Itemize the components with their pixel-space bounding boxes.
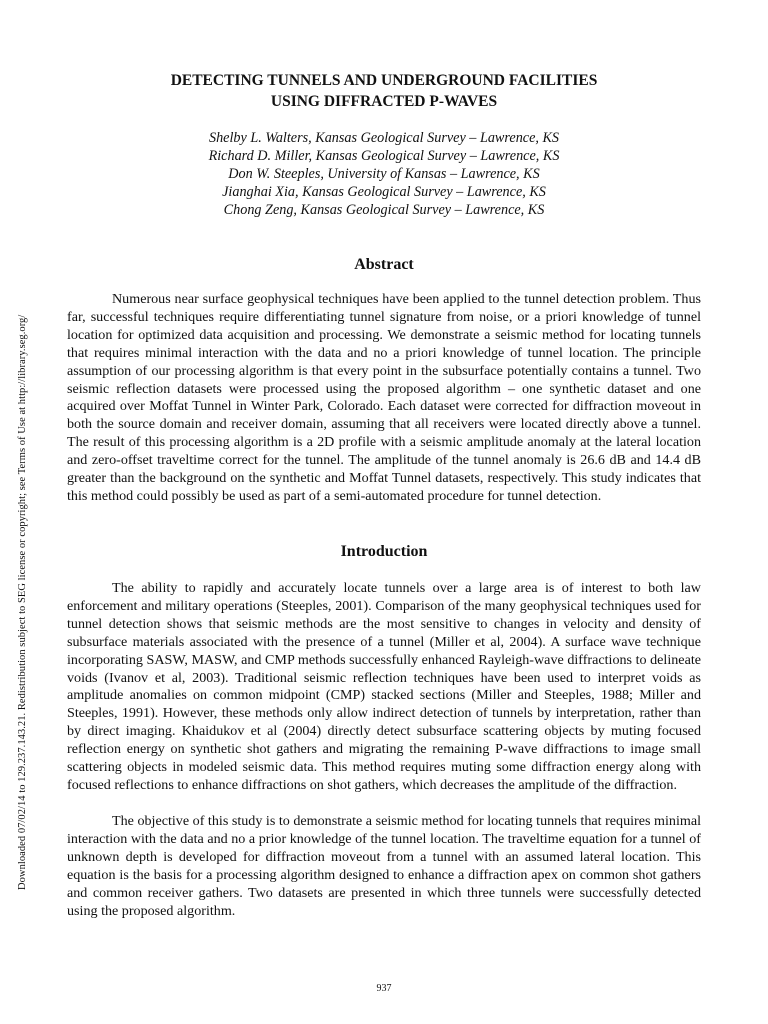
page-number: 937	[376, 983, 392, 994]
paper-title	[68, 70, 700, 112]
author-5: Chong Zeng, Kansas Geological Survey – Lawrence, KS	[223, 202, 545, 218]
introduction-paragraph-2: The objective of this study is to demonstrate a seismic method for locating tunnels that requires minimal interaction with the data and no a prior knowledge of the tunnel location. The traveltime equation for a tunnel of unknown depth is developed for diffraction moveout from a tunnel with an assumed lateral location. This equation is the basis for a processing algorithm designed to enhance a diffraction apex on common shot gathers and common receiver gathers. Two datasets are presented in which three tunnels were successfully detected using the proposed algorithm.	[67, 813, 701, 919]
download-notice	[1, 60, 28, 900]
introduction-paragraph-1: The ability to rapidly and accurately locate tunnels over a large area is of interest to both law enforcement and military operations (Steeples, 2001). Comparison of the many geophysical techniques used for tunnel detection shows that seismic methods are the most sensitive to changes in velocity and density of subsurface materials associated with the presence of a tunnel (Miller et al, 2004). A surface wave technique incorporating SASW, MASW, and CMP methods successfully enhanced Rayleigh-wave diffractions to delineate voids (Ivanov et al, 2003). Traditional seismic reflection techniques have been used to interpret voids as amplitude anomalies on common midpoint (CMP) stacked sections (Miller and Steeples, 1988; Miller and Steeples, 1991). However, these methods only allow indirect detection of tunnels by interpretation, rather than by direct imaging. Khaidukov et al (2004) directly detect subsurface scattering objects by muting focused reflection energy on synthetic shot gathers and migrating the remaining P-wave diffractions to image small scattering objects in modeled seismic data. This method requires muting some diffraction energy along with focused reflections to enhance diffractions on shot gathers, which decreases the amplitude of the diffraction.	[67, 580, 701, 793]
title-line-1: DETECTING TUNNELS AND UNDERGROUND FACILITIES	[170, 72, 598, 89]
download-notice-text: Downloaded 07/02/14 to 129.237.143.21. Redistribution subject to SEG license or copyright; see Terms of Use at http://library.seg.org/	[17, 314, 28, 890]
abstract-paragraph: Numerous near surface geophysical techniques have been applied to the tunnel detection problem. Thus far, successful techniques require differentiating tunnel signature from noise, or a priori knowledge of tunnel location for optimized data acquisition and processing. We demonstrate a seismic method for locating tunnels that requires minimal interaction with the data and no a priori knowledge of tunnel location. The principle assumption of our processing algorithm is that every point in the subsurface potentially contains a tunnel. Two seismic reflection datasets were processed using the proposed algorithm – one synthetic dataset and one acquired over Moffat Tunnel in Winter Park, Colorado. Each dataset were corrected for diffraction moveout in both the source domain and receiver domain, assuming that all receivers were located directly above a tunnel. The result of this processing algorithm is a 2D profile with a seismic amplitude anomaly at the lateral location and zero-offset traveltime correct for the tunnel. The amplitude of the tunnel anomaly is 26.6 dB and 14.4 dB greater than the background on the synthetic and Moffat Tunnel datasets, respectively. This study indicates that this method could possibly be used as part of a semi-automated procedure for tunnel detection.	[67, 291, 701, 504]
author-3: Don W. Steeples, University of Kansas – Lawrence, KS	[228, 166, 540, 182]
author-1: Shelby L. Walters, Kansas Geological Survey – Lawrence, KS	[208, 130, 560, 146]
author-2: Richard D. Miller, Kansas Geological Survey – Lawrence, KS	[208, 148, 560, 164]
title-line-2: USING DIFFRACTED P-WAVES	[270, 93, 498, 110]
author-list	[68, 129, 700, 219]
introduction-heading: Introduction	[340, 543, 428, 560]
author-4: Jianghai Xia, Kansas Geological Survey – Lawrence, KS	[222, 184, 546, 200]
abstract-heading: Abstract	[354, 256, 414, 273]
